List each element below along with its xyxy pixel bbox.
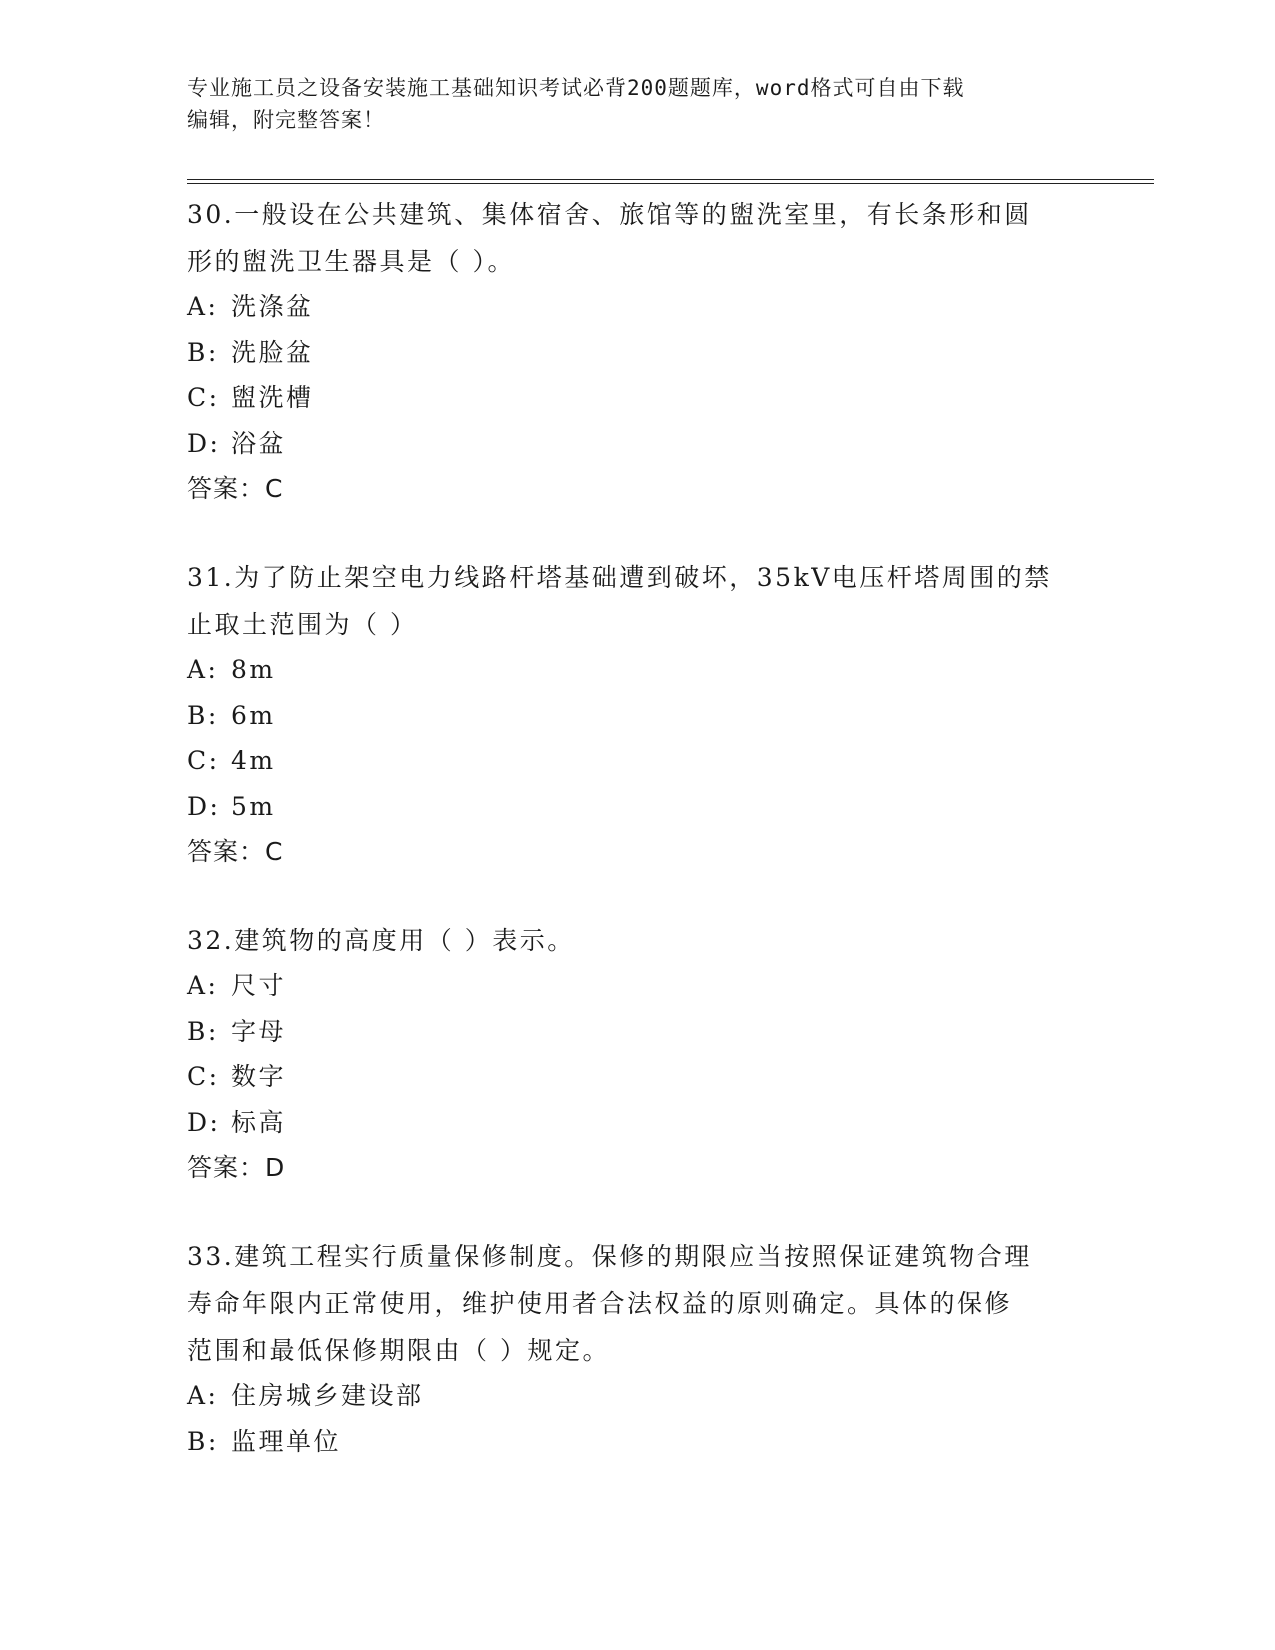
- answer-value: C: [265, 474, 284, 503]
- answer-line: [187, 1145, 1087, 1191]
- question-stem-continued: [187, 600, 1087, 647]
- option-row: [187, 738, 1087, 784]
- answer-label: 答案：: [187, 474, 266, 503]
- option-text: 6m: [231, 700, 276, 730]
- option-letter: D:: [187, 791, 221, 821]
- option-row: [187, 421, 1087, 467]
- option-letter: B:: [187, 1016, 219, 1046]
- header-line-1: 专业施工员之设备安装施工基础知识考试必背200题题库，word格式可自由下载: [187, 76, 965, 100]
- question-number: 33.: [187, 1242, 235, 1271]
- question-stem: [187, 916, 1087, 963]
- answer-value: D: [265, 1153, 286, 1182]
- question-30: [187, 190, 1087, 512]
- option-text: 洗脸盆: [231, 337, 314, 367]
- option-letter: D:: [187, 428, 221, 458]
- option-row: [187, 784, 1087, 830]
- option-letter: A:: [187, 655, 219, 684]
- option-row: [187, 375, 1087, 421]
- option-letter: B:: [187, 700, 219, 730]
- option-row: [187, 963, 1087, 1009]
- option-text: 标高: [231, 1107, 287, 1137]
- question-number: 30.: [187, 200, 235, 229]
- question-stem: [187, 1232, 1087, 1279]
- option-text: 数字: [231, 1062, 287, 1091]
- answer-line: [187, 466, 1087, 512]
- question-stem-continued: [187, 1279, 1087, 1326]
- option-text: 监理单位: [231, 1426, 342, 1456]
- option-row: [187, 330, 1087, 376]
- question-stem: [187, 553, 1087, 600]
- header-divider: [187, 179, 1154, 184]
- option-letter: B:: [187, 337, 219, 367]
- question-text: 止取土范围为（ ）: [187, 610, 418, 639]
- question-stem-continued: [187, 1326, 1087, 1373]
- option-text: 浴盆: [231, 428, 287, 458]
- question-text: 建筑物的高度用（ ）表示。: [234, 926, 575, 955]
- option-letter: A:: [187, 971, 219, 1000]
- question-list: [187, 190, 1087, 1505]
- question-stem: [187, 190, 1087, 237]
- option-row: [187, 693, 1087, 739]
- answer-label: 答案：: [187, 1153, 266, 1182]
- question-number: 31.: [187, 563, 235, 592]
- option-row: [187, 1419, 1087, 1465]
- option-letter: D:: [187, 1107, 221, 1137]
- question-text: 范围和最低保修期限由（ ）规定。: [187, 1336, 610, 1365]
- option-text: 8m: [231, 655, 276, 684]
- option-row: [187, 1054, 1087, 1100]
- answer-label: 答案：: [187, 837, 266, 866]
- option-letter: C:: [187, 1062, 220, 1091]
- answer-line: [187, 829, 1087, 875]
- question-text: 形的盥洗卫生器具是（ ）。: [187, 247, 515, 276]
- header-line-2: 编辑，附完整答案！: [187, 108, 385, 132]
- question-31: [187, 553, 1087, 875]
- option-letter: C:: [187, 746, 220, 775]
- question-32: [187, 916, 1087, 1191]
- question-text: 建筑工程实行质量保修制度。保修的期限应当按照保证建筑物合理: [234, 1242, 1032, 1271]
- option-text: 住房城乡建设部: [231, 1381, 424, 1410]
- option-letter: A:: [187, 1381, 219, 1410]
- document-header: [187, 72, 1087, 136]
- option-text: 字母: [231, 1016, 287, 1046]
- option-text: 4m: [231, 746, 276, 775]
- question-number: 32.: [187, 926, 235, 955]
- option-text: 尺寸: [231, 971, 287, 1000]
- option-row: [187, 1100, 1087, 1146]
- answer-value: C: [265, 837, 284, 866]
- option-text: 洗涤盆: [231, 292, 314, 321]
- option-text: 盥洗槽: [231, 383, 314, 412]
- option-letter: A:: [187, 292, 219, 321]
- question-text: 一般设在公共建筑、集体宿舍、旅馆等的盥洗室里，有长条形和圆: [234, 200, 1032, 229]
- option-row: [187, 284, 1087, 330]
- option-row: [187, 1373, 1087, 1419]
- option-text: 5m: [231, 791, 276, 821]
- question-stem-continued: [187, 237, 1087, 284]
- question-33: [187, 1232, 1087, 1464]
- question-text: 为了防止架空电力线路杆塔基础遭到破坏，35kV电压杆塔周围的禁: [234, 563, 1052, 592]
- option-letter: C:: [187, 383, 220, 412]
- option-row: [187, 647, 1087, 693]
- option-row: [187, 1009, 1087, 1055]
- question-text: 寿命年限内正常使用，维护使用者合法权益的原则确定。具体的保修: [187, 1289, 1013, 1318]
- option-letter: B:: [187, 1426, 219, 1456]
